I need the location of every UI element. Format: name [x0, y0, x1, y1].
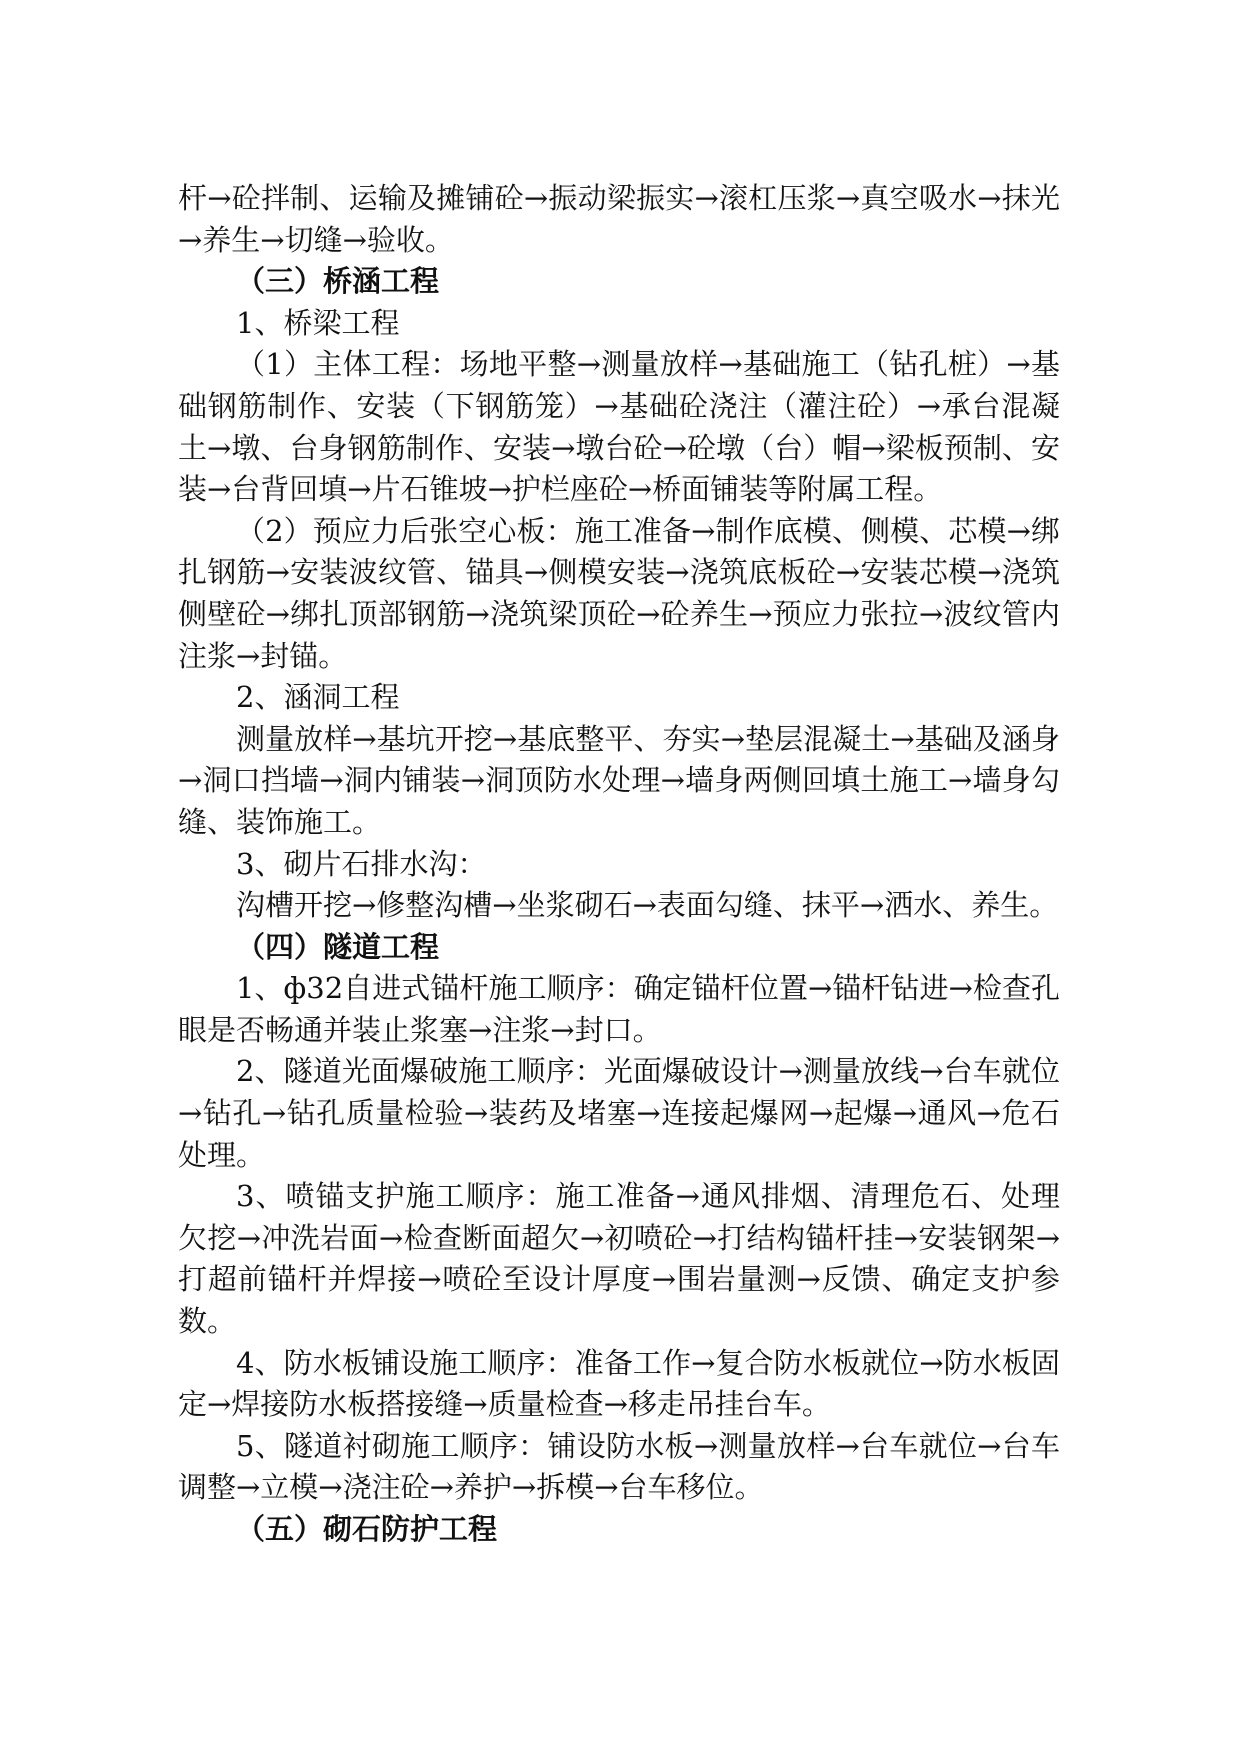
paragraph-main-works: （1）主体工程：场地平整→测量放样→基础施工（钻孔桩）→基础钢筋制作、安装（下钢筋笼）→基础砼浇注（灌注砼）→承台混凝土→墩、台身钢筋制作、安装→墩台砼→砼墩（台）帽→梁板预制、安装→台背回填→片石锥坡→护栏座砼→桥面铺装等附属工程。 — [178, 347, 1060, 507]
paragraph-tunnel-lining: 5、隧道衬砌施工顺序：铺设防水板→测量放样→台车就位→台车调整→立模→浇注砼→养护→拆模→台车移位。 — [178, 1428, 1060, 1505]
paragraph-shotcrete-support: 3、喷锚支护施工顺序：施工准备→通风排烟、清理危石、处理欠挖→冲洗岩面→检查断面超欠→初喷砼→打结构锚杆挂→安装钢架→打超前锚杆并焊接→喷砼至设计厚度→围岩量测→反馈、确定支护参数。 — [178, 1179, 1060, 1339]
subsection-title-culvert-works: 2、涵洞工程 — [236, 680, 400, 715]
section-heading-masonry-protection: （五）砌石防护工程 — [236, 1512, 498, 1546]
section-heading-tunnels: （四）隧道工程 — [236, 929, 440, 964]
subsection-title-drainage-ditch: 3、砌片石排水沟： — [236, 846, 487, 881]
subsection-title-bridge-works: 1、桥梁工程 — [236, 305, 400, 340]
section-heading-bridges: （三）桥涵工程 — [236, 264, 440, 299]
paragraph-culvert-steps: 测量放样→基坑开挖→基底整平、夯实→垫层混凝土→基础及涵身→洞口挡墙→洞内铺装→洞顶防水处理→墙身两侧回填土施工→墙身勾缝、装饰施工。 — [178, 721, 1060, 839]
paragraph-anchor-bolt: 1、ф32自进式锚杆施工顺序：确定锚杆位置→锚杆钻进→检查孔眼是否畅通并装止浆塞→注浆→封口。 — [178, 971, 1060, 1047]
document-body — [178, 178, 1060, 1551]
paragraph-smooth-blasting: 2、隧道光面爆破施工顺序：光面爆破设计→测量放线→台车就位→钻孔→钻孔质量检验→装药及堵塞→连接起爆网→起爆→通风→危石处理。 — [178, 1054, 1060, 1172]
paragraph-continuation: 杆→砼拌制、运输及摊铺砼→振动梁振实→滚杠压浆→真空吸水→抹光→养生→切缝→验收。 — [178, 181, 1060, 257]
paragraph-waterproof-board: 4、防水板铺设施工顺序：准备工作→复合防水板就位→防水板固定→焊接防水板搭接缝→质量检查→移走吊挂台车。 — [178, 1345, 1060, 1422]
paragraph-prestressed-slab: （2）预应力后张空心板：施工准备→制作底模、侧模、芯模→绑扎钢筋→安装波纹管、锚具→侧模安装→浇筑底板砼→安装芯模→浇筑侧壁砼→绑扎顶部钢筋→浇筑梁顶砼→砼养生→预应力张拉→波纹管内注浆→封锚。 — [178, 513, 1060, 673]
paragraph-drainage-steps: 沟槽开挖→修整沟槽→坐浆砌石→表面勾缝、抹平→洒水、养生。 — [236, 888, 1059, 923]
